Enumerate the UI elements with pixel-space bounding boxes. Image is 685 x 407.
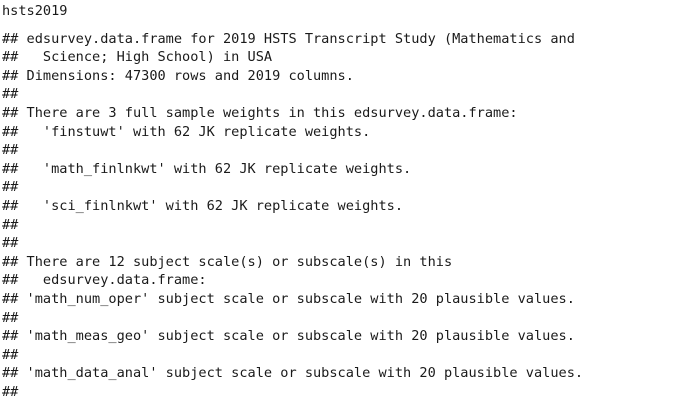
output-line: ## edsurvey.data.frame for 2019 HSTS Transcript Study (Mathematics and xyxy=(2,30,575,47)
output-line: ## edsurvey.data.frame: xyxy=(2,272,207,289)
output-line: ## There are 12 subject scale(s) or subscale(s) in this xyxy=(2,253,453,270)
output-line: ## xyxy=(2,179,19,196)
output-line: ## xyxy=(2,142,19,159)
output-line: ## 'finstuwt' with 62 JK replicate weights. xyxy=(2,123,371,140)
output-line: ## Science; High School) in USA xyxy=(2,49,273,66)
output-line: ## xyxy=(2,309,19,326)
output-line: ## xyxy=(2,86,19,103)
output-line: ## There are 3 full sample weights in this edsurvey.data.frame: xyxy=(2,104,518,121)
console-input-command: hsts2019 xyxy=(2,3,68,19)
output-line: ## xyxy=(2,383,19,400)
output-line: ## 'math_finlnkwt' with 62 JK replicate weights. xyxy=(2,160,412,177)
output-line: ## Dimensions: 47300 rows and 2019 columns. xyxy=(2,67,354,84)
output-line: ## xyxy=(2,235,19,252)
output-line: ## xyxy=(2,346,19,363)
output-line: ## 'math_data_anal' subject scale or subscale with 20 plausible values. xyxy=(2,365,584,382)
output-line: ## 'math_num_oper' subject scale or subscale with 20 plausible values. xyxy=(2,290,575,307)
output-line: ## xyxy=(2,216,19,233)
output-line: ## 'sci_finlnkwt' with 62 JK replicate weights. xyxy=(2,197,404,214)
output-line: ## 'math_meas_geo' subject scale or subscale with 20 plausible values. xyxy=(2,328,575,345)
blank-spacer xyxy=(2,21,685,30)
